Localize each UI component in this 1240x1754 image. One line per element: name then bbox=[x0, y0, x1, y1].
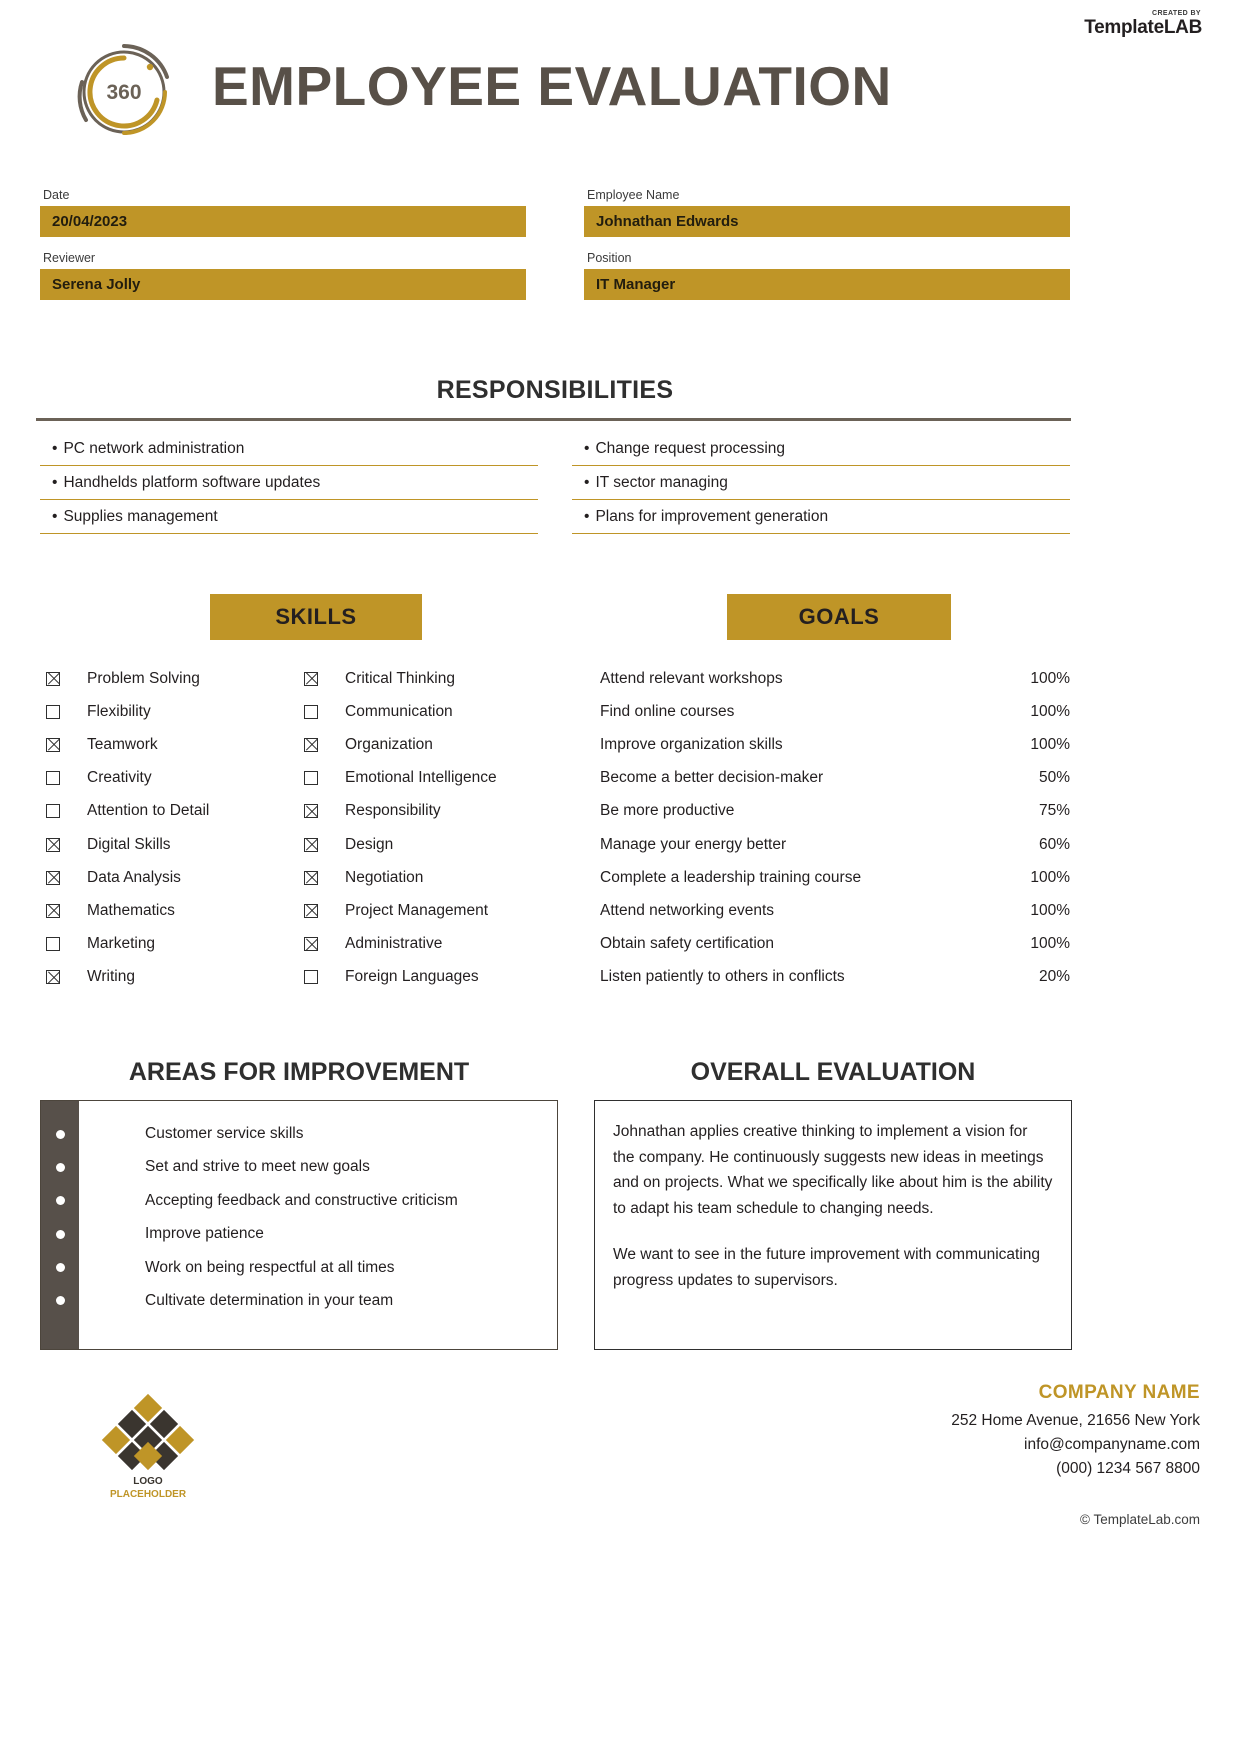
skill-label: Flexibility bbox=[87, 702, 151, 720]
skill-label: Mathematics bbox=[87, 901, 175, 919]
skill-label: Creativity bbox=[87, 769, 152, 787]
employee-name-input[interactable]: Johnathan Edwards bbox=[584, 206, 1070, 237]
checkbox-checked-icon[interactable] bbox=[304, 838, 318, 852]
goal-row bbox=[600, 795, 1070, 828]
responsibility-item: • Supplies management bbox=[40, 500, 538, 534]
skill-row[interactable] bbox=[46, 762, 304, 795]
skill-row[interactable] bbox=[304, 961, 562, 994]
checkbox-checked-icon[interactable] bbox=[304, 672, 318, 686]
skill-label: Data Analysis bbox=[87, 868, 181, 886]
goal-label: Manage your energy better bbox=[600, 835, 787, 853]
goal-label: Listen patiently to others in conflicts bbox=[600, 968, 845, 986]
improvement-label: Customer service skills bbox=[145, 1125, 304, 1142]
field-row-1 bbox=[40, 188, 1070, 237]
skill-label: Marketing bbox=[87, 935, 156, 953]
bullet-dot-icon bbox=[56, 1163, 65, 1172]
goal-percent: 100% bbox=[1030, 702, 1070, 720]
checkbox-checked-icon[interactable] bbox=[46, 871, 60, 885]
improvement-label: Cultivate determination in your team bbox=[145, 1291, 394, 1309]
goal-row bbox=[600, 662, 1070, 695]
position-label: Position bbox=[587, 251, 632, 265]
goals-section-title: GOALS bbox=[727, 594, 951, 640]
responsibility-label: Plans for improvement generation bbox=[595, 508, 829, 525]
copyright-notice: © TemplateLab.com bbox=[1079, 1512, 1200, 1527]
improvement-item bbox=[79, 1217, 547, 1250]
skill-row[interactable] bbox=[304, 728, 562, 761]
bullet-dot-icon bbox=[56, 1130, 65, 1139]
checkbox-unchecked-icon[interactable] bbox=[46, 937, 60, 951]
info-fields bbox=[40, 188, 1070, 314]
responsibility-label: PC network administration bbox=[63, 440, 245, 457]
responsibilities-left-column bbox=[40, 432, 538, 534]
goal-percent: 100% bbox=[1030, 735, 1070, 753]
goal-percent: 100% bbox=[1030, 868, 1070, 886]
logo-placeholder-icon bbox=[92, 1392, 204, 1504]
responsibility-label: Supplies management bbox=[63, 508, 218, 525]
checkbox-checked-icon[interactable] bbox=[46, 672, 60, 686]
skill-row[interactable] bbox=[46, 662, 304, 695]
improvement-item bbox=[79, 1184, 547, 1217]
field-date bbox=[40, 188, 526, 237]
checkbox-checked-icon[interactable] bbox=[304, 904, 318, 918]
goal-percent: 50% bbox=[1038, 769, 1070, 787]
goal-percent: 100% bbox=[1030, 901, 1070, 919]
areas-for-improvement-list bbox=[79, 1101, 557, 1349]
field-reviewer bbox=[40, 251, 526, 300]
company-phone: (000) 1234 567 8800 bbox=[1056, 1460, 1200, 1477]
goal-label: Obtain safety certification bbox=[600, 935, 775, 953]
company-email: info@companyname.com bbox=[1024, 1436, 1200, 1453]
checkbox-checked-icon[interactable] bbox=[304, 871, 318, 885]
templatelab-wordmark: TemplateLAB bbox=[1084, 17, 1202, 38]
skill-label: Negotiation bbox=[345, 868, 424, 886]
goal-row bbox=[600, 828, 1070, 861]
responsibilities-title: RESPONSIBILITIES bbox=[436, 376, 674, 404]
skill-label: Attention to Detail bbox=[87, 802, 210, 820]
date-label: Date bbox=[43, 188, 70, 202]
checkbox-unchecked-icon[interactable] bbox=[46, 771, 60, 785]
skill-row[interactable] bbox=[46, 795, 304, 828]
skill-row[interactable] bbox=[304, 894, 562, 927]
checkbox-unchecked-icon[interactable] bbox=[46, 804, 60, 818]
logo-360-text: 360 bbox=[106, 81, 142, 104]
goal-label: Attend relevant workshops bbox=[600, 669, 783, 687]
reviewer-input[interactable]: Serena Jolly bbox=[40, 269, 526, 300]
goal-row bbox=[600, 728, 1070, 761]
skills-checklist bbox=[46, 662, 566, 994]
improvement-item bbox=[79, 1150, 547, 1183]
skill-label: Problem Solving bbox=[87, 669, 200, 687]
goal-label: Attend networking events bbox=[600, 901, 775, 919]
company-name: COMPANY NAME bbox=[1038, 1382, 1200, 1403]
goal-label: Become a better decision-maker bbox=[600, 769, 824, 787]
skill-row[interactable] bbox=[46, 728, 304, 761]
overall-evaluation-paragraph: Johnathan applies creative thinking to implement a vision for the company. He continuously suggests new ideas in meetings and on projects. What we specifically like about him is the ability to adapt his team schedule to changing needs. bbox=[613, 1123, 1053, 1217]
goal-percent: 60% bbox=[1038, 835, 1070, 853]
skill-row[interactable] bbox=[46, 894, 304, 927]
skill-row[interactable] bbox=[304, 762, 562, 795]
skill-row[interactable] bbox=[304, 695, 562, 728]
responsibilities-grid bbox=[40, 432, 1070, 534]
field-employee-name bbox=[584, 188, 1070, 237]
goal-label: Be more productive bbox=[600, 802, 735, 820]
checkbox-unchecked-icon[interactable] bbox=[304, 970, 318, 984]
responsibility-item: • Plans for improvement generation bbox=[572, 500, 1070, 534]
field-position bbox=[584, 251, 1070, 300]
improvement-item bbox=[79, 1284, 547, 1317]
logo-360-icon bbox=[64, 32, 184, 152]
date-input[interactable]: 20/04/2023 bbox=[40, 206, 526, 237]
goals-list bbox=[600, 662, 1070, 994]
skill-label: Emotional Intelligence bbox=[345, 769, 497, 787]
employee-name-label: Employee Name bbox=[587, 188, 680, 202]
checkbox-unchecked-icon[interactable] bbox=[304, 771, 318, 785]
checkbox-checked-icon[interactable] bbox=[304, 804, 318, 818]
improvement-item bbox=[79, 1251, 547, 1284]
goal-row bbox=[600, 695, 1070, 728]
skill-row[interactable] bbox=[46, 861, 304, 894]
skill-label: Digital Skills bbox=[87, 835, 171, 853]
skill-row[interactable] bbox=[304, 828, 562, 861]
goal-row bbox=[600, 762, 1070, 795]
overall-evaluation-paragraph: We want to see in the future improvement with communicating progress updates to supervisors. bbox=[613, 1246, 1041, 1289]
goal-percent: 75% bbox=[1038, 802, 1070, 820]
checkbox-checked-icon[interactable] bbox=[304, 738, 318, 752]
skill-label: Organization bbox=[345, 735, 433, 753]
improvement-label: Set and strive to meet new goals bbox=[145, 1158, 370, 1176]
checkbox-checked-icon[interactable] bbox=[46, 838, 60, 852]
skill-row[interactable] bbox=[46, 928, 304, 961]
logo-placeholder-line1: LOGO bbox=[133, 1476, 163, 1487]
goal-label: Improve organization skills bbox=[600, 735, 783, 753]
position-input[interactable]: IT Manager bbox=[584, 269, 1070, 300]
checkbox-unchecked-icon[interactable] bbox=[46, 705, 60, 719]
company-info bbox=[951, 1382, 1200, 1481]
checkbox-unchecked-icon[interactable] bbox=[304, 705, 318, 719]
checkbox-checked-icon[interactable] bbox=[46, 970, 60, 984]
skill-row[interactable] bbox=[46, 828, 304, 861]
skills-section-title: SKILLS bbox=[210, 594, 422, 640]
goal-label: Find online courses bbox=[600, 702, 735, 720]
skill-label: Critical Thinking bbox=[345, 669, 455, 687]
skill-row[interactable] bbox=[304, 795, 562, 828]
skills-right-column bbox=[304, 662, 562, 994]
responsibilities-right-column bbox=[572, 432, 1070, 534]
company-address: 252 Home Avenue, 21656 New York bbox=[951, 1412, 1200, 1429]
goal-row bbox=[600, 961, 1070, 994]
goal-label: Complete a leadership training course bbox=[600, 868, 862, 886]
overall-evaluation-title: OVERALL EVALUATION bbox=[690, 1058, 976, 1086]
skill-label: Project Management bbox=[345, 901, 489, 919]
goal-row bbox=[600, 894, 1070, 927]
skills-left-column bbox=[46, 662, 304, 994]
skill-label: Design bbox=[345, 835, 394, 853]
skill-label: Foreign Languages bbox=[345, 968, 479, 986]
skill-label: Writing bbox=[87, 968, 135, 986]
skill-row[interactable] bbox=[304, 662, 562, 695]
goal-row bbox=[600, 861, 1070, 894]
improvement-item bbox=[79, 1117, 547, 1150]
responsibility-item: • PC network administration bbox=[40, 432, 538, 466]
skill-label: Teamwork bbox=[87, 735, 158, 753]
skill-label: Communication bbox=[345, 702, 453, 720]
goal-row bbox=[600, 928, 1070, 961]
skill-row[interactable] bbox=[304, 928, 562, 961]
bullet-dot-icon bbox=[56, 1230, 65, 1239]
skill-row[interactable] bbox=[304, 861, 562, 894]
field-row-2 bbox=[40, 251, 1070, 300]
improvement-label: Accepting feedback and constructive criticism bbox=[145, 1191, 458, 1209]
skill-label: Responsibility bbox=[345, 802, 441, 820]
bullet-dot-icon bbox=[56, 1263, 65, 1272]
responsibilities-divider bbox=[36, 418, 1071, 421]
skill-row[interactable] bbox=[46, 961, 304, 994]
logo-placeholder-line2: PLACEHOLDER bbox=[109, 1489, 187, 1500]
page-title: EMPLOYEE EVALUATION bbox=[212, 55, 892, 117]
checkbox-checked-icon[interactable] bbox=[46, 738, 60, 752]
responsibility-label: Handhelds platform software updates bbox=[63, 474, 321, 491]
checkbox-checked-icon[interactable] bbox=[46, 904, 60, 918]
responsibility-item: • IT sector managing bbox=[572, 466, 1070, 500]
checkbox-checked-icon[interactable] bbox=[304, 937, 318, 951]
skill-label: Administrative bbox=[345, 935, 443, 953]
skill-row[interactable] bbox=[46, 695, 304, 728]
responsibility-label: IT sector managing bbox=[595, 474, 728, 491]
goal-percent: 100% bbox=[1030, 669, 1070, 687]
responsibility-item: • Change request processing bbox=[572, 432, 1070, 466]
areas-for-improvement-box bbox=[40, 1100, 558, 1350]
created-by-label: CREATED BY bbox=[1152, 10, 1201, 17]
improvement-label: Work on being respectful at all times bbox=[145, 1258, 395, 1276]
responsibility-label: Change request processing bbox=[595, 440, 786, 457]
document-header bbox=[40, 22, 1060, 162]
responsibility-item: • Handhelds platform software updates bbox=[40, 466, 538, 500]
goal-percent: 20% bbox=[1038, 968, 1070, 986]
areas-for-improvement-title: AREAS FOR IMPROVEMENT bbox=[128, 1058, 470, 1086]
overall-evaluation-box bbox=[594, 1100, 1072, 1350]
goal-percent: 100% bbox=[1030, 935, 1070, 953]
templatelab-brand bbox=[1084, 10, 1202, 37]
improvement-label: Improve patience bbox=[145, 1225, 264, 1243]
reviewer-label: Reviewer bbox=[43, 251, 96, 265]
